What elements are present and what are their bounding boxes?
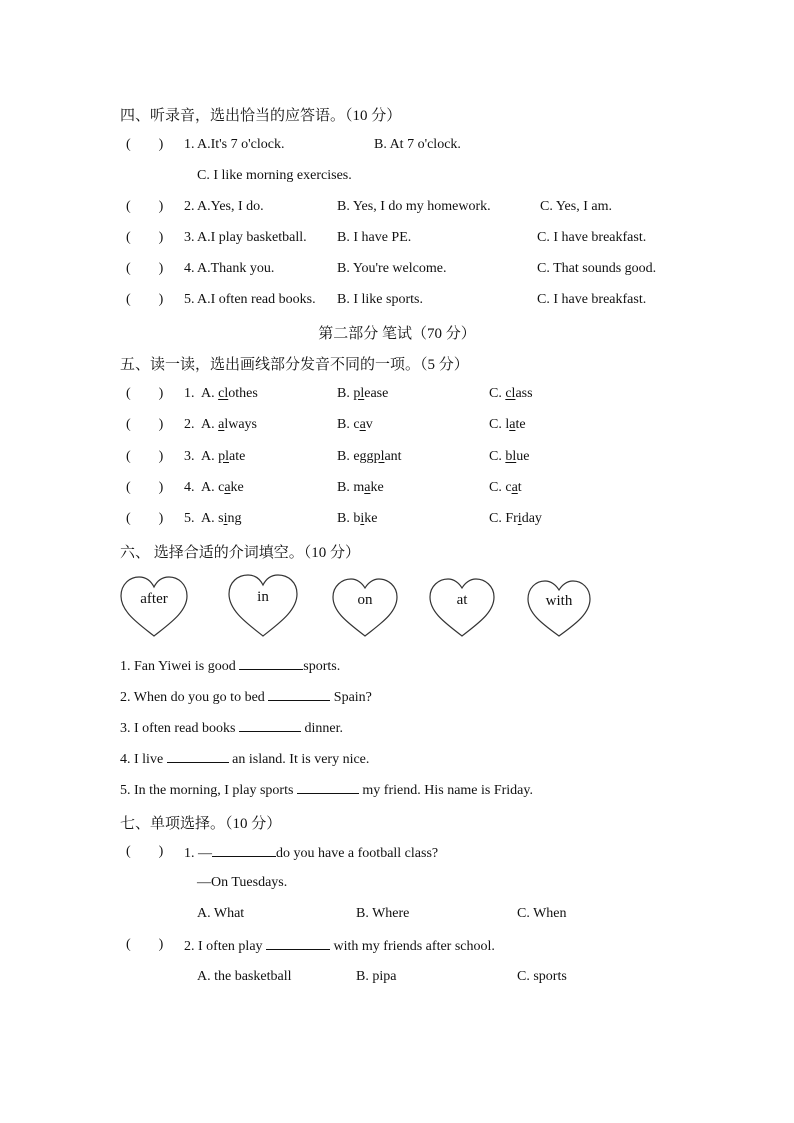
option-a: A. clothes	[201, 386, 258, 401]
section-6-sentence-4: 4. I live an island. It is very nice.	[120, 752, 370, 767]
option-c: C. cat	[489, 480, 522, 495]
section-7-title: 七、单项选择。（10 分）	[120, 816, 282, 832]
word-after: after	[140, 591, 168, 607]
answer-paren[interactable]: ( )	[126, 844, 164, 859]
answer-paren[interactable]: ( )	[126, 386, 164, 401]
option-a: A.Thank you.	[197, 261, 275, 276]
option-a: A.It's 7 o'clock.	[197, 137, 285, 152]
option-a: A.I play basketball.	[197, 230, 307, 245]
option-c: C. That sounds good.	[537, 261, 657, 276]
answer-paren[interactable]: ( )	[126, 511, 164, 526]
option-c: C. late	[489, 417, 526, 432]
fill-blank[interactable]	[297, 781, 359, 794]
fill-blank[interactable]	[268, 688, 330, 701]
option-c: C. class	[489, 386, 533, 401]
option-b: B. I have PE.	[337, 230, 412, 245]
option-b: B. pipa	[356, 969, 397, 984]
fill-blank[interactable]	[239, 719, 301, 732]
answer-paren[interactable]: ( )	[126, 480, 164, 495]
option-b: B. At 7 o'clock.	[374, 137, 461, 152]
item-number: 2.	[184, 199, 195, 214]
option-a: A. sing	[201, 511, 242, 526]
heart-word-after	[119, 574, 189, 638]
word-at: at	[456, 592, 468, 608]
section-5-title: 五、读一读，选出画线部分发音不同的一项。（5 分）	[120, 357, 469, 373]
option-c: C. blue	[489, 449, 530, 464]
word-on: on	[357, 592, 373, 608]
option-b: B. please	[337, 386, 389, 401]
item-number: 4.	[184, 261, 195, 276]
section-6-sentence-5: 5. In the morning, I play sports my friend. His name is Friday.	[120, 783, 533, 798]
answer-paren[interactable]: ( )	[126, 937, 164, 952]
option-c: C. Yes, I am.	[540, 199, 612, 214]
section-6-title: 六、 选择合适的介词填空。（10 分）	[120, 545, 361, 561]
option-a: A. What	[197, 906, 245, 921]
option-a: A.Yes, I do.	[197, 199, 264, 214]
option-a: A. the basketball	[197, 969, 292, 984]
option-c: C. I have breakfast.	[537, 292, 647, 307]
item-number: 1.	[184, 386, 195, 401]
item-number: 5.	[184, 511, 195, 526]
option-c: C. sports	[517, 969, 567, 984]
option-b: B. You're welcome.	[337, 261, 447, 276]
question-text: 1. — do you have a football class?	[184, 846, 439, 861]
option-b: B. make	[337, 480, 384, 495]
item-number: 1.	[184, 137, 195, 152]
fill-blank[interactable]	[239, 657, 303, 670]
answer-paren[interactable]: ( )	[126, 199, 164, 214]
answer-line: —On Tuesdays.	[197, 875, 288, 890]
option-c: C. I like morning exercises.	[197, 168, 352, 183]
item-number: 2.	[184, 417, 195, 432]
fill-blank[interactable]	[167, 750, 229, 763]
fill-blank[interactable]	[266, 937, 330, 950]
section-6-sentence-1: 1. Fan Yiwei is good sports.	[120, 659, 341, 674]
option-c: C. When	[517, 906, 567, 921]
option-b: B. I like sports.	[337, 292, 423, 307]
section-6-sentence-2: 2. When do you go to bed Spain?	[120, 690, 372, 705]
part-2-title: 第二部分 笔试（70 分）	[318, 326, 476, 342]
answer-paren[interactable]: ( )	[126, 417, 164, 432]
answer-paren[interactable]: ( )	[126, 137, 164, 152]
option-b: B. Yes, I do my homework.	[337, 199, 491, 214]
answer-paren[interactable]: ( )	[126, 449, 164, 464]
option-b: B. bike	[337, 511, 378, 526]
heart-word-in	[227, 572, 299, 638]
option-b: B. Where	[356, 906, 410, 921]
option-b: B. cav	[337, 417, 373, 432]
heart-word-with	[526, 578, 592, 638]
section-6-sentence-3: 3. I often read books dinner.	[120, 721, 343, 736]
word-with: with	[545, 593, 573, 609]
option-a: A. cake	[201, 480, 244, 495]
option-a: A. plate	[201, 449, 246, 464]
option-c: C. I have breakfast.	[537, 230, 647, 245]
heart-word-on	[331, 576, 399, 638]
word-in: in	[257, 589, 269, 605]
heart-word-at	[428, 576, 496, 638]
fill-blank[interactable]	[212, 844, 276, 857]
answer-paren[interactable]: ( )	[126, 261, 164, 276]
section-4-title: 四、听录音，选出恰当的应答语。（10 分）	[120, 108, 402, 124]
answer-paren[interactable]: ( )	[126, 292, 164, 307]
answer-paren[interactable]: ( )	[126, 230, 164, 245]
option-c: C. Friday	[489, 511, 542, 526]
item-number: 3.	[184, 449, 195, 464]
item-number: 4.	[184, 480, 195, 495]
option-a: A.I often read books.	[197, 292, 316, 307]
item-number: 3.	[184, 230, 195, 245]
question-text: 2. I often play with my friends after school.	[184, 939, 495, 954]
option-a: A. always	[201, 417, 258, 432]
option-b: B. eggplant	[337, 449, 402, 464]
item-number: 5.	[184, 292, 195, 307]
